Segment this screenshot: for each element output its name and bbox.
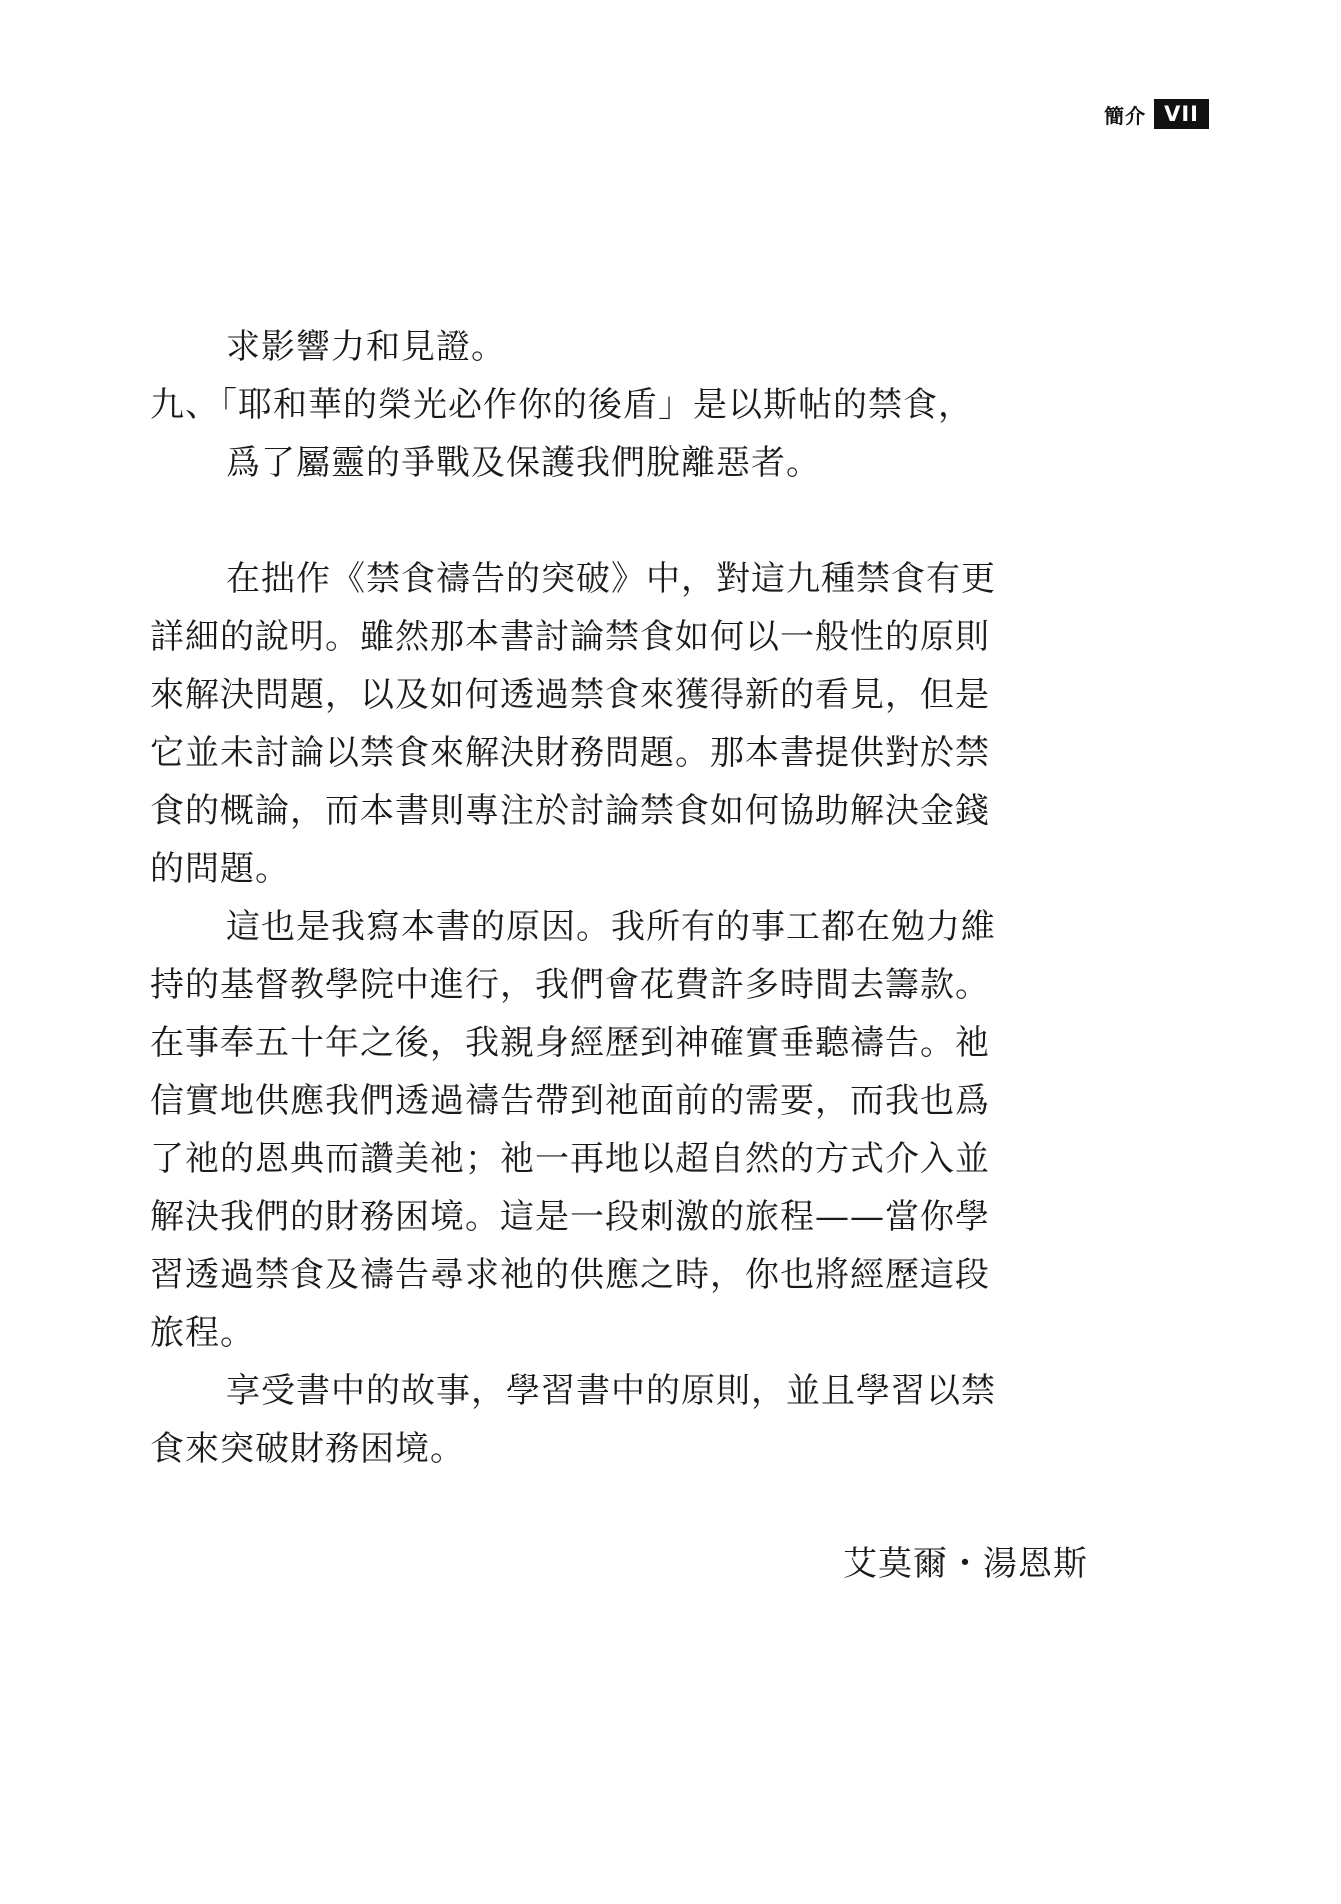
text-line: 信實地供應我們透過禱告帶到祂面前的需要，而我也爲: [150, 1081, 990, 1121]
text-line: 在拙作《禁食禱告的突破》中，對這九種禁食有更: [226, 559, 996, 599]
running-header: [1104, 98, 1209, 130]
list-item-9-continuation: 爲了屬靈的爭戰及保護我們脫離惡者。: [226, 443, 821, 483]
text-line: 解決我們的財務困境。這是一段刺激的旅程——當你學: [150, 1197, 990, 1237]
list-item-continuation: 求影響力和見證。: [226, 327, 506, 367]
author-signature: 艾莫爾・湯恩斯: [843, 1544, 1088, 1584]
text-line: 它並未討論以禁食來解決財務問題。那本書提供對於禁: [150, 733, 990, 773]
paragraph-2: [150, 898, 1090, 1362]
paragraph-gap: [150, 492, 1090, 550]
page-body: [150, 318, 1090, 1478]
text-line: 的問題。: [150, 849, 290, 889]
paragraph-1: [150, 550, 1090, 898]
list-item-9: 九、「耶和華的榮光必作你的後盾」是以斯帖的禁食，: [150, 385, 973, 425]
text-line: 享受書中的故事，學習書中的原則，並且學習以禁: [226, 1371, 996, 1411]
text-line: 詳細的說明。雖然那本書討論禁食如何以一般性的原則: [150, 617, 990, 657]
text-line: 食的概論，而本書則專注於討論禁食如何協助解決金錢: [150, 791, 990, 831]
text-line: 食來突破財務困境。: [150, 1429, 465, 1469]
text-line: 旅程。: [150, 1313, 255, 1353]
text-line: 來解決問題，以及如何透過禁食來獲得新的看見，但是: [150, 675, 990, 715]
section-title: 簡介: [1104, 103, 1147, 128]
text-line: 了祂的恩典而讚美祂；祂一再地以超自然的方式介入並: [150, 1139, 990, 1179]
text-line: 這也是我寫本書的原因。我所有的事工都在勉力維: [226, 907, 996, 947]
page-number: VII: [1154, 99, 1209, 129]
paragraph-3: [150, 1362, 1090, 1478]
text-line: 持的基督教學院中進行，我們會花費許多時間去籌款。: [150, 965, 990, 1005]
text-line: 在事奉五十年之後，我親身經歷到神確實垂聽禱告。祂: [150, 1023, 990, 1063]
text-line: 習透過禁食及禱告尋求祂的供應之時，你也將經歷這段: [150, 1255, 990, 1295]
